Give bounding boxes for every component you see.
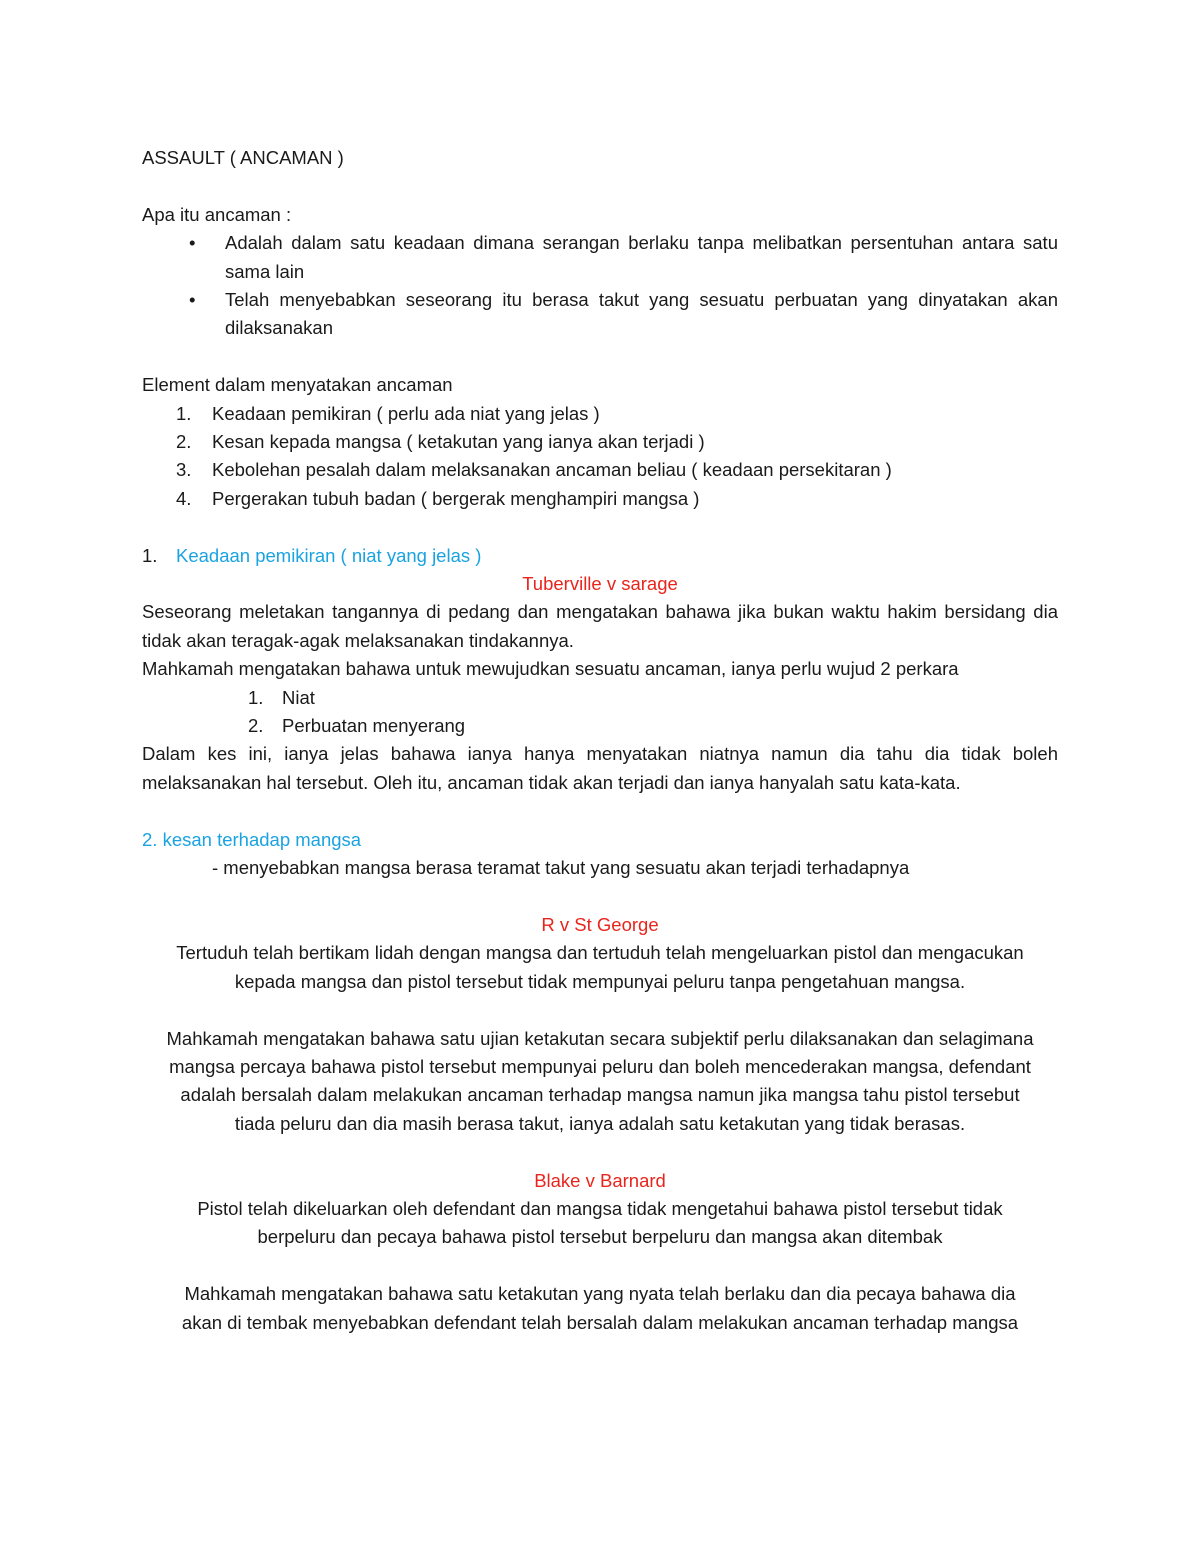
document-title: ASSAULT ( ANCAMAN ) — [142, 147, 344, 168]
section2-heading: 2. kesan terhadap mangsa — [142, 828, 362, 850]
case-paragraph: Mahkamah mengatakan bahawa untuk mewujudkan sesuatu ancaman, ianya perlu wujud 2 perkara — [142, 658, 959, 680]
case-title-stgeorge: R v St George — [541, 913, 659, 935]
case-line: Mahkamah mengatakan bahawa satu ketakutan yang nyata telah berlaku dan dia pecaya bahawa dia — [184, 1283, 1016, 1305]
case-line: akan di tembak menyebabkan defendant telah bersalah dalam melakukan ancaman terhadap mangsa — [181, 1311, 1019, 1333]
list-item: 4. Pergerakan tubuh badan ( bergerak menghampiri mangsa ) — [176, 487, 700, 509]
spacer — [142, 343, 1058, 371]
bullet-icon: • — [189, 232, 196, 254]
case-line: Tertuduh telah bertikam lidah dengan mangsa dan tertuduh telah mengeluarkan pistol dan mengacukan — [176, 942, 1024, 964]
case-line: adalah bersalah dalam melakukan ancaman terhadap mangsa namun jika mangsa tahu pistol tersebut — [180, 1084, 1020, 1106]
element-heading: Element dalam menyatakan ancaman — [142, 374, 453, 396]
spacer — [142, 996, 1058, 1024]
spacer — [142, 1138, 1058, 1166]
spacer — [142, 513, 1058, 541]
case-paragraph: Dalam kes ini, ianya jelas bahawa ianya hanya menyatakan niatnya namun dia tahu dia tidak boleh melaksanakan hal tersebut. Oleh itu, ancaman tidak akan terjadi dan ianya hanyalah satu kata-kata. — [142, 743, 1058, 793]
case-paragraph: Seseorang meletakan tangannya di pedang dan mengatakan bahawa jika bukan waktu hakim bersidang dia tidak akan teragak-agak melaksanakan tindakannya. — [142, 601, 1058, 651]
bullet-icon: • — [189, 289, 196, 311]
bullet-item: • Adalah dalam satu keadaan dimana serangan berlaku tanpa melibatkan persentuhan antara satu sama lain — [142, 229, 1058, 286]
list-item: 1. Niat — [248, 686, 315, 708]
intro-question: Apa itu ancaman : — [142, 203, 292, 225]
case-title-tuberville: Tuberville v sarage — [522, 573, 678, 595]
spacer — [142, 883, 1058, 911]
case-line: berpeluru dan pecaya bahawa pistol tersebut berpeluru dan mangsa akan ditembak — [257, 1226, 943, 1248]
list-item: 1. Keadaan pemikiran ( perlu ada niat yang jelas ) — [176, 402, 600, 424]
list-item: 3. Kebolehan pesalah dalam melaksanakan ancaman beliau ( keadaan persekitaran ) — [176, 459, 892, 481]
list-item: 2. Perbuatan menyerang — [248, 715, 466, 737]
case-line: Pistol telah dikeluarkan oleh defendant dan mangsa tidak mengetahui bahawa pistol tersebut tidak — [197, 1197, 1003, 1219]
section1-heading: 1. Keadaan pemikiran ( niat yang jelas ) — [142, 544, 482, 566]
case-line: tiada peluru dan dia masih berasa takut, ianya adalah satu ketakutan yang tidak berasas. — [234, 1112, 966, 1134]
spacer — [142, 797, 1058, 825]
spacer — [142, 1252, 1058, 1280]
bullet-item: • Telah menyebabkan seseorang itu berasa takut yang sesuatu perbuatan yang dinyatakan akan dilaksanakan — [142, 286, 1058, 343]
case-line: Mahkamah mengatakan bahawa satu ujian ketakutan secara subjektif perlu dilaksanakan dan selagimana — [166, 1027, 1034, 1049]
spacer — [142, 172, 1058, 200]
case-line: kepada mangsa dan pistol tersebut tidak mempunyai peluru tanpa pengetahuan mangsa. — [234, 970, 966, 992]
case-title-blake: Blake v Barnard — [534, 1169, 666, 1191]
section2-dash-line: - menyebabkan mangsa berasa teramat takut yang sesuatu akan terjadi terhadapnya — [212, 857, 910, 879]
case-line: mangsa percaya bahawa pistol tersebut mempunyai peluru dan boleh mencederakan mangsa, defendant — [169, 1055, 1031, 1077]
list-item: 2. Kesan kepada mangsa ( ketakutan yang ianya akan terjadi ) — [176, 431, 705, 453]
